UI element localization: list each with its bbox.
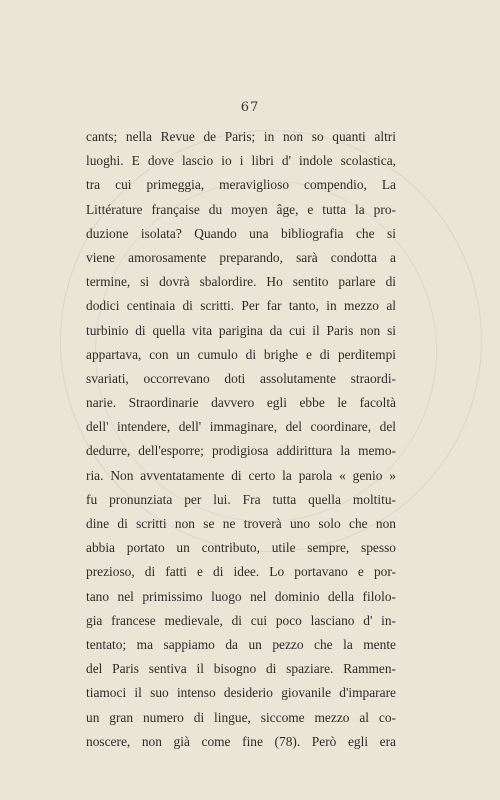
text-line: tano nel primissimo luogo nel dominio della filolo- [86, 588, 396, 604]
text-line: ria. Non avventatamente di certo la parola « genio » [86, 467, 396, 483]
text-line: dodici centinaia di scritti. Per far tanto, in mezzo al [86, 298, 396, 314]
text-line: abbia portato un contributo, utile sempre, spesso [86, 540, 396, 556]
text-line: noscere, non già come fine (78). Però egli era [86, 733, 396, 749]
text-line: gia francese medievale, di cui poco lasciano d' in- [86, 612, 396, 628]
text-line: viene amorosamente preparando, sarà condotta a [86, 249, 396, 265]
text-line: tra cui primeggia, meraviglioso compendio, La [86, 177, 396, 193]
text-line: luoghi. E dove lascio io i libri d' indole scolastica, [86, 153, 396, 169]
body-text [86, 125, 396, 754]
text-line: turbinio di quella vita parigina da cui il Paris non si [86, 322, 396, 338]
text-line: dine di scritti non se ne troverà uno solo che non [86, 516, 396, 531]
text-line: Littérature française du moyen âge, e tutta la pro- [86, 201, 396, 217]
text-line: un gran numero di lingue, siccome mezzo al co- [86, 709, 396, 725]
text-line: svariati, occorrevano doti assolutamente straordi- [86, 370, 396, 386]
text-line: tiamoci il suo intenso desiderio giovanile d'imparare [86, 685, 396, 701]
text-line: dell' intendere, dell' immaginare, del coordinare, del [86, 419, 396, 435]
text-line: del Paris sentiva il bisogno di spaziare. Rammen- [86, 661, 396, 677]
text-line: cants; nella Revue de Paris; in non so quanti altri [86, 129, 396, 144]
text-line: termine, si dovrà sbalordire. Ho sentito parlare di [86, 274, 396, 290]
text-line: prezioso, di fatti e di idee. Lo portavano e por- [86, 564, 396, 580]
text-line: duzione isolata? Quando una bibliografia che si [86, 225, 396, 241]
text-line: narie. Straordinarie davvero egli ebbe le facoltà [86, 395, 396, 411]
text-line: fu pronunziata per lui. Fra tutta quella moltitu- [86, 491, 396, 507]
text-line: appartava, con un cumulo di brighe e di perditempi [86, 346, 396, 362]
text-line: dedurre, dell'esporre; prodigiosa addirittura la memo- [86, 443, 396, 459]
page-number: 67 [240, 100, 260, 115]
text-line: tentato; ma sappiamo da un pezzo che la mente [86, 636, 396, 652]
